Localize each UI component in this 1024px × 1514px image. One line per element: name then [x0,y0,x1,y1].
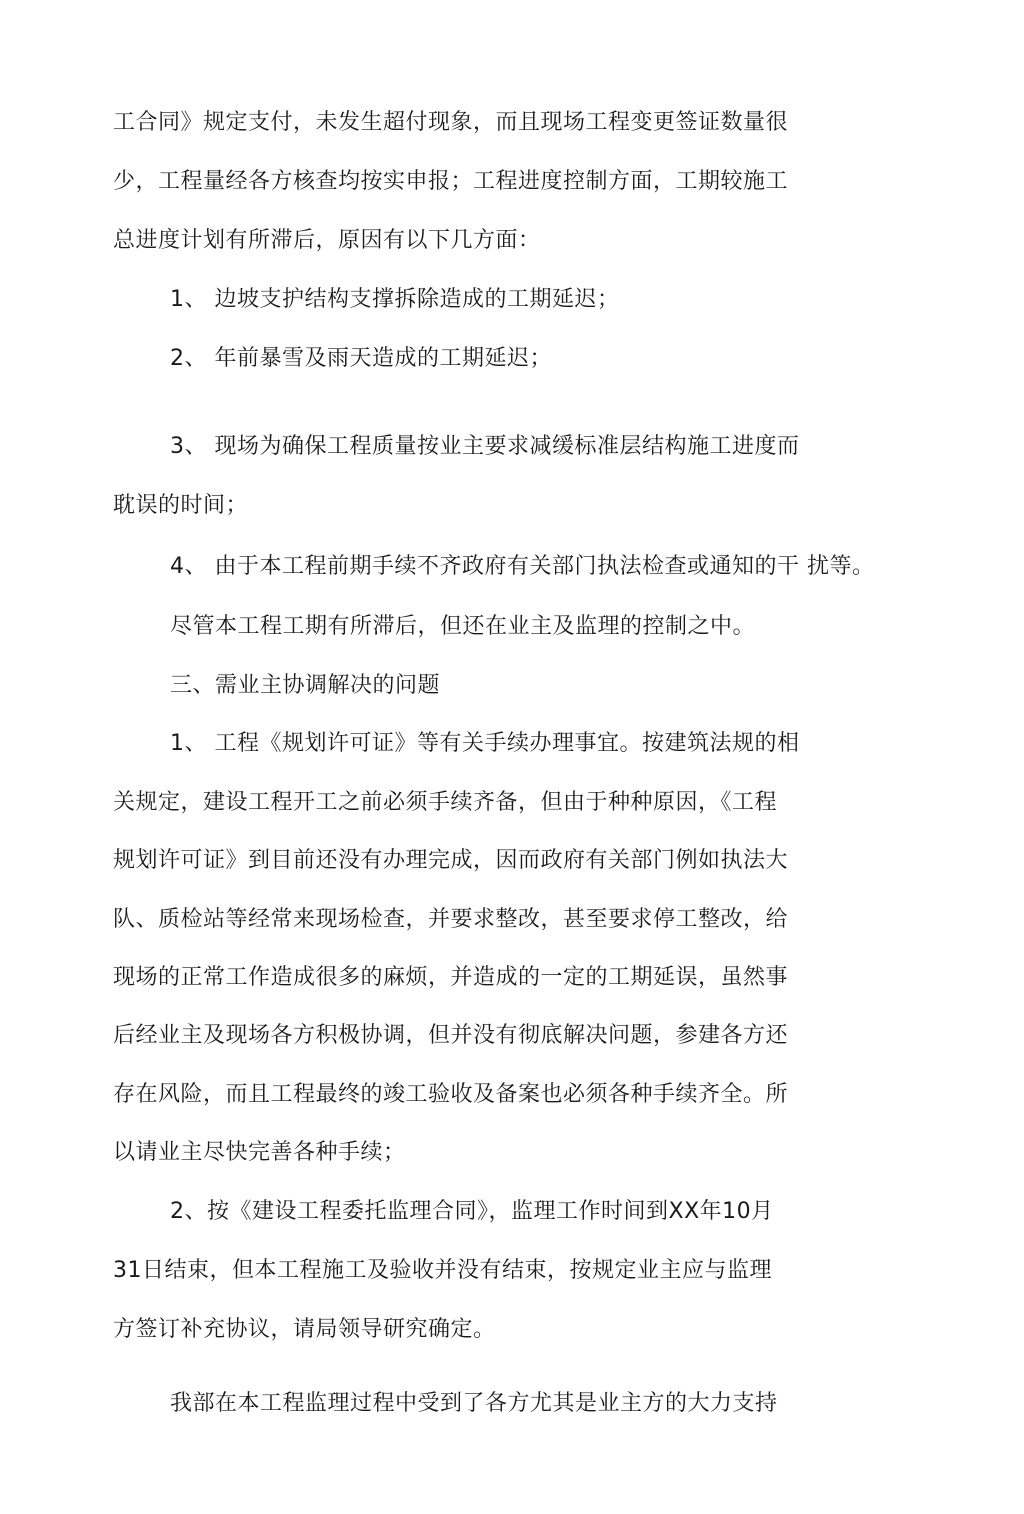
text-line: 以请业主尽快完善各种手续； [113,1140,406,1165]
text-line: 规划许可证》到目前还没有办理完成，因而政府有关部门例如执法大 [113,848,789,873]
text-line: 存在风险，而且工程最终的竣工验收及备案也必须各种手续齐全。所 [113,1082,789,1107]
section-heading: 三、需业主协调解决的问题 [170,673,441,698]
text-line: 总进度计划有所滞后，原因有以下几方面： [113,228,541,253]
list-item: 3、 现场为确保工程质量按业主要求减缓标准层结构施工进度而 [170,434,800,459]
text-line: 工合同》规定支付，未发生超付现象，而且现场工程变更签证数量很 [113,110,789,135]
text-line: 我部在本工程监理过程中受到了各方尤其是业主方的大力支持 [170,1391,778,1416]
list-item: 2、 年前暴雪及雨天造成的工期延迟； [170,346,552,371]
text-line: 尽管本工程工期有所滞后，但还在业主及监理的控制之中。 [170,614,756,639]
text-line: 队、质检站等经常来现场检查，并要求整改，甚至要求停工整改，给 [113,907,789,932]
text-line: 方签订补充协议，请局领导研究确定。 [113,1317,496,1342]
text-line: 现场的正常工作造成很多的麻烦，并造成的一定的工期延误，虽然事 [113,965,789,990]
text-line: 关规定，建设工程开工之前必须手续齐备，但由于种种原因，《工程 [113,790,778,815]
list-item: 2、按《建设工程委托监理合同》，监理工作时间到XX年10月 [170,1199,774,1224]
text-line: 31日结束，但本工程施工及验收并没有结束，按规定业主应与监理 [113,1258,772,1283]
text-line: 少，工程量经各方核查均按实申报；工程进度控制方面，工期较施工 [113,169,789,194]
text-line: 耽误的时间； [113,493,249,518]
text-line: 后经业主及现场各方积极协调，但并没有彻底解决问题，参建各方还 [113,1023,789,1048]
list-item: 1、 边坡支护结构支撑拆除造成的工期延迟； [170,287,620,312]
list-item: 1、 工程《规划许可证》等有关手续办理事宜。按建筑法规的相 [170,731,800,756]
list-item: 4、 由于本工程前期手续不齐政府有关部门执法检查或通知的干 扰等。 [170,554,875,579]
